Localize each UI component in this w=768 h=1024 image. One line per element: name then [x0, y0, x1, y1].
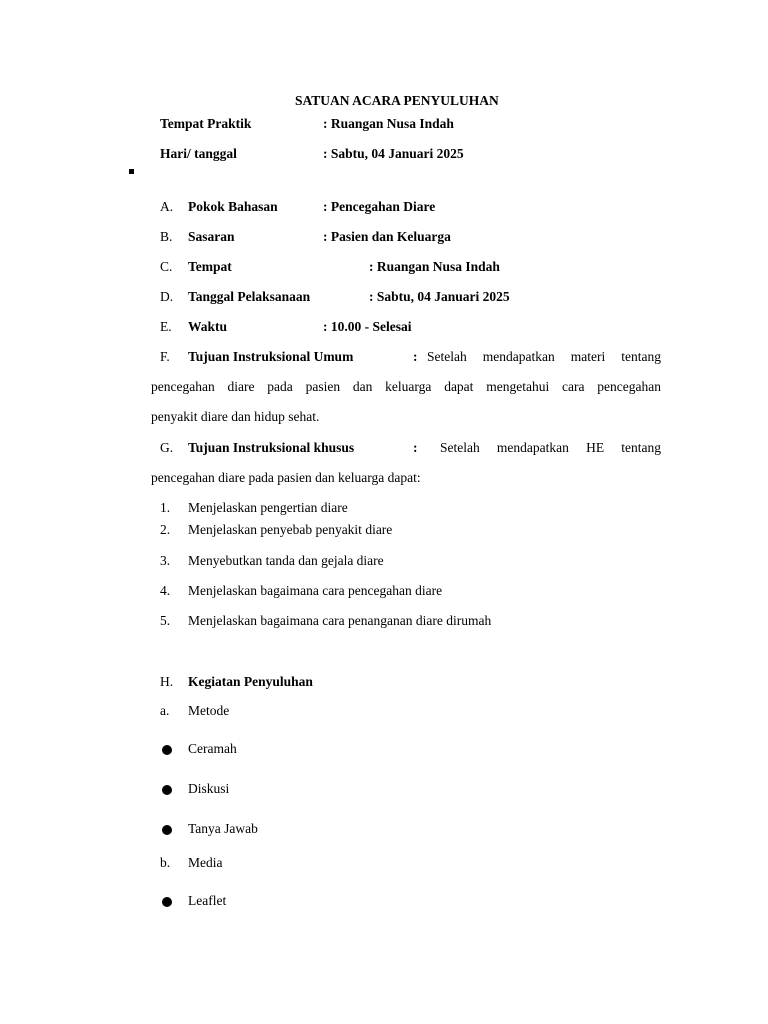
- objective-num: 3.: [160, 553, 171, 568]
- section-e-label: Waktu: [188, 319, 228, 334]
- page-title: SATUAN ACARA PENYULUHAN: [295, 93, 499, 108]
- section-c-label: Tempat: [188, 259, 232, 274]
- bullet-dot-icon: [162, 745, 172, 755]
- method-item: Diskusi: [188, 781, 230, 796]
- section-g-colon: :: [413, 440, 418, 455]
- hari-tanggal-label: Hari/ tanggal: [160, 146, 237, 161]
- section-f-label: Tujuan Instruksional Umum: [188, 349, 354, 364]
- sub-b-letter: b.: [160, 855, 171, 870]
- section-b-letter: B.: [160, 229, 173, 244]
- section-d-letter: D.: [160, 289, 174, 304]
- objective-text: Menjelaskan bagaimana cara penanganan diare dirumah: [188, 613, 492, 628]
- section-h-letter: H.: [160, 674, 174, 689]
- objective-text: Menjelaskan penyebab penyakit diare: [188, 522, 393, 537]
- media-item: Leaflet: [188, 893, 227, 908]
- objective-num: 2.: [160, 522, 171, 537]
- section-e-value: : 10.00 - Selesai: [323, 319, 412, 334]
- sub-b-label: Media: [188, 855, 223, 870]
- sub-a-letter: a.: [160, 703, 170, 718]
- section-g-line2: pencegahan diare pada pasien dan keluarga dapat:: [151, 470, 421, 485]
- bullet-dot-icon: [162, 825, 172, 835]
- method-item: Ceramah: [188, 741, 237, 756]
- objective-num: 1.: [160, 500, 171, 515]
- section-g-label: Tujuan Instruksional khusus: [188, 440, 355, 455]
- section-e-letter: E.: [160, 319, 172, 334]
- method-item: Tanya Jawab: [188, 821, 258, 836]
- tempat-praktik-label: Tempat Praktik: [160, 116, 252, 131]
- objective-num: 4.: [160, 583, 171, 598]
- section-h-label: Kegiatan Penyuluhan: [188, 674, 313, 689]
- section-b-label: Sasaran: [188, 229, 235, 244]
- section-f-letter: F.: [160, 349, 170, 364]
- section-f-colon: :: [413, 349, 418, 364]
- sub-a-label: Metode: [188, 703, 230, 718]
- objective-text: Menjelaskan bagaimana cara pencegahan diare: [188, 583, 443, 598]
- section-d-label: Tanggal Pelaksanaan: [188, 289, 311, 304]
- objective-text: Menjelaskan pengertian diare: [188, 500, 348, 515]
- objective-text: Menyebutkan tanda dan gejala diare: [188, 553, 384, 568]
- section-g-letter: G.: [160, 440, 174, 455]
- hari-tanggal-value: : Sabtu, 04 Januari 2025: [323, 146, 464, 161]
- section-f-line2: pencegahan diare pada pasien dan keluarga dapat mengetahui cara pencegahan: [151, 379, 661, 394]
- bullet-dot-icon: [162, 897, 172, 907]
- section-c-letter: C.: [160, 259, 173, 274]
- square-bullet-icon: [129, 169, 134, 174]
- section-f-line3: penyakit diare dan hidup sehat.: [151, 409, 320, 424]
- section-g-line1: Setelah mendapatkan HE tentang: [440, 440, 661, 455]
- section-b-value: : Pasien dan Keluarga: [323, 229, 451, 244]
- section-a-letter: A.: [160, 199, 174, 214]
- section-f-line1: Setelah mendapatkan materi tentang: [427, 349, 661, 364]
- tempat-praktik-value: : Ruangan Nusa Indah: [323, 116, 454, 131]
- section-a-label: Pokok Bahasan: [188, 199, 278, 214]
- objective-num: 5.: [160, 613, 171, 628]
- section-d-value: : Sabtu, 04 Januari 2025: [369, 289, 510, 304]
- section-c-value: : Ruangan Nusa Indah: [369, 259, 500, 274]
- section-a-value: : Pencegahan Diare: [323, 199, 436, 214]
- bullet-dot-icon: [162, 785, 172, 795]
